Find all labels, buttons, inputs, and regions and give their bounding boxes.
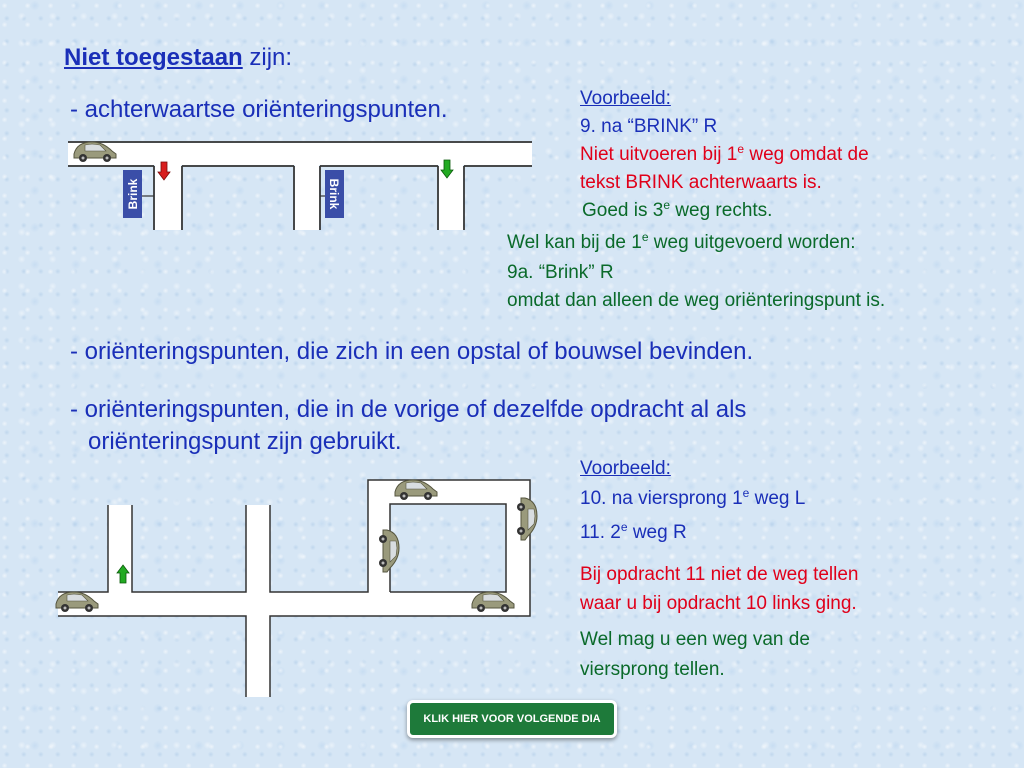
diagram-crossroads [56,480,537,697]
heading-rest: zijn: [242,44,293,71]
example2-green-line2: viersprong tellen. [580,659,725,680]
example1-instruction: 9. na “BRINK” R [580,116,718,137]
example2-green-line1: Wel mag u een weg van de [580,629,810,650]
sign-right-text: Brink [327,178,341,210]
example2-instruction11: 11. 2e weg R [580,520,687,543]
bullet-backward-points: - achterwaartse oriënteringspunten. [70,96,448,123]
bullet-building-points: - oriënteringspunten, die zich in een opstal of bouwsel bevinden. [70,338,754,365]
example1-green-line2: Wel kan bij de 1e weg uitgevoerd worden: [507,230,856,253]
example1-green-line3: 9a. “Brink” R [507,262,614,283]
example2-red-line1: Bij opdracht 11 niet de weg tellen [580,564,859,585]
brink-sign-right [320,170,344,218]
example1-label: Voorbeeld: [580,88,671,109]
brink-sign-left [123,170,154,218]
example1-green-line4: omdat dan alleen de weg oriënteringspunt is. [507,290,886,311]
bullet-reused-points-line1: - oriënteringspunten, die in de vorige of dezelfde opdracht al als [70,396,747,423]
sign-left-text: Brink [126,178,140,210]
diagram-brink [68,142,532,230]
example1-red-line1: Niet uitvoeren bij 1e weg omdat de [580,142,869,165]
next-slide-button[interactable]: KLIK HIER VOOR VOLGENDE DIA [407,700,617,738]
bullet-reused-points-line2: oriënteringspunt zijn gebruikt. [88,428,402,455]
example2-red-line2: waar u bij opdracht 10 links ging. [580,593,857,614]
example2-label: Voorbeeld: [580,458,671,479]
example2-instruction10: 10. na viersprong 1e weg L [580,486,806,509]
heading-highlight: Niet toegestaan [64,44,243,71]
example1-red-line2: tekst BRINK achterwaarts is. [580,172,822,193]
example1-green-line1: Goed is 3e weg rechts. [582,198,773,221]
